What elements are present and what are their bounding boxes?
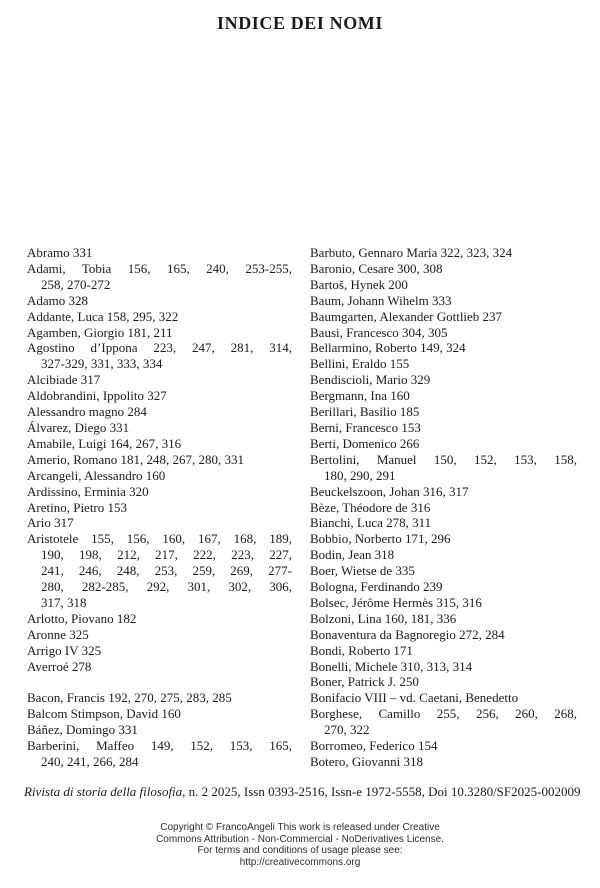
index-entry-line: Addante, Luca 158, 295, 322 [27,308,179,324]
index-entry-line: Berti, Domenico 266 [310,435,420,451]
index-entry-line: Berni, Francesco 153 [310,419,421,435]
index-entry-line: 280, 282-285, 292, 301, 302, 306, [41,579,292,595]
index-entry-line: Bolzoni, Lina 160, 181, 336 [310,610,457,626]
index-entry-line: 258, 270-272 [41,276,111,292]
index-entry-line: Borromeo, Federico 154 [310,738,438,754]
index-entry-line: Baum, Johann Wihelm 333 [310,292,452,308]
index-entry-line: 190, 198, 212, 217, 222, 223, 227, [41,547,292,563]
journal-footer [24,784,580,800]
index-entry-line: Baronio, Cesare 300, 308 [310,260,443,276]
index-entry-line: Beuckelszoon, Johan 316, 317 [310,483,469,499]
index-entry-line: Aretino, Pietro 153 [27,499,128,515]
index-entry-line: Alessandro magno 284 [27,404,147,420]
index-entry-line: Arrigo IV 325 [27,642,102,658]
index-entry-line: Álvarez, Diego 331 [27,419,130,435]
index-entry-line: Adami, Tobia 156, 165, 240, 253-255, [27,260,292,276]
index-entry-line: Averroé 278 [27,658,92,674]
index-entry-line: 327-329, 331, 333, 334 [41,356,163,372]
index-entry-line: Boer, Wietse de 335 [310,563,415,579]
copyright-block [0,822,600,868]
index-entry-line: Bodin, Jean 318 [310,547,395,563]
index-entry-line: Amabile, Luigi 164, 267, 316 [27,435,182,451]
index-entry-line: Ario 317 [27,515,74,531]
index-column-left [27,245,292,770]
index-entry-line: Aronne 325 [27,626,89,642]
index-entry-line: Bondi, Roberto 171 [310,642,413,658]
index-entry-line: Boner, Patrick J. 250 [310,674,419,690]
index-entry-line: Agostino d’Ippona 223, 247, 281, 314, [27,340,292,356]
index-entry-line: Adamo 328 [27,292,89,308]
index-entry-line: Bologna, Ferdinando 239 [310,579,443,595]
index-entry-line: Barberini, Maffeo 149, 152, 153, 165, [27,738,292,754]
index-entry-line: Agamben, Giorgio 181, 211 [27,324,173,340]
index-entry-line: Bianchi, Luca 278, 311 [310,515,432,531]
index-entry-line: 240, 241, 266, 284 [41,753,139,769]
index-entry-line: Baumgarten, Alexander Gottlieb 237 [310,308,503,324]
copyright-line: For terms and conditions of usage please see: [197,845,403,857]
index-entry-line: Abramo 331 [27,245,93,260]
copyright-line: Commons Attribution - Non-Commercial - NoDerivatives License. [156,833,444,845]
index-entry-line: Aristotele 155, 156, 160, 167, 168, 189, [27,531,292,547]
journal-title: Rivista di storia della filosofia [24,784,183,799]
index-entry-line: Bartoš, Hynek 200 [310,276,408,292]
index-column-right [310,245,577,770]
index-entry-line: 317, 318 [41,594,87,610]
index-entry-line: Bertolini, Manuel 150, 152, 153, 158, [310,451,577,467]
journal-issue-info: , n. 2 2025, Issn 0393-2516, Issn-e 1972-5558, Doi 10.3280/SF2025-002009 [182,784,581,799]
copyright-url: http://creativecommons.org [239,856,361,868]
index-entry-line: Bolsec, Jérôme Hermès 315, 316 [310,594,482,610]
index-entry-line: Bellini, Eraldo 155 [310,356,410,372]
index-entry-line: Botero, Giovanni 318 [310,754,424,769]
index-entry-line: Bellarmino, Roberto 149, 324 [310,340,466,356]
index-entry-line: Alcibiade 317 [27,372,101,388]
index-entry-line: 241, 246, 248, 253, 259, 269, 277- [41,563,292,579]
index-entry-line: Ardissino, Erminia 320 [27,483,149,499]
index-entry-line: Arlotto, Piovano 182 [27,610,137,626]
index-entry-line: Bonifacio VIII – vd. Caetani, Benedetto [310,690,519,706]
index-entry-line: Amerio, Romano 181, 248, 267, 280, 331 [27,451,245,467]
page-title: INDICE DEI NOMI [216,13,384,33]
index-entry-line: Bonaventura da Bagnoregio 272, 284 [310,626,505,642]
index-entry-line: Báñez, Domingo 331 [27,722,138,738]
index-entry-line: Bobbio, Norberto 171, 296 [310,531,451,547]
index-entry-line: Bonelli, Michele 310, 313, 314 [310,658,473,674]
index-entry-line: Balcom Stimpson, David 160 [27,706,181,722]
index-entry-line: 270, 322 [324,722,370,738]
index-entry-line: Borghese, Camillo 255, 256, 260, 268, [310,706,577,722]
letter-group-gap [27,674,292,690]
index-entry-line: 180, 290, 291 [324,467,396,483]
index-entry-line: Berillari, Basilio 185 [310,404,420,420]
index-entry-line: Bèze, Théodore de 316 [310,499,431,515]
index-entry-line: Bacon, Francis 192, 270, 275, 283, 285 [27,690,232,706]
index-entry-line: Bausi, Francesco 304, 305 [310,324,448,340]
index-entry-line: Bergmann, Ina 160 [310,388,410,404]
index-entry-line: Barbuto, Gennaro Maria 322, 323, 324 [310,245,513,260]
index-entry-line: Bendiscioli, Mario 329 [310,372,431,388]
index-columns [27,245,577,770]
index-entry-line: Arcangeli, Alessandro 160 [27,467,166,483]
copyright-line: Copyright © FrancoAngeli This work is released under Creative [160,822,440,833]
index-entry-line: Aldobrandini, Ippolito 327 [27,388,167,404]
